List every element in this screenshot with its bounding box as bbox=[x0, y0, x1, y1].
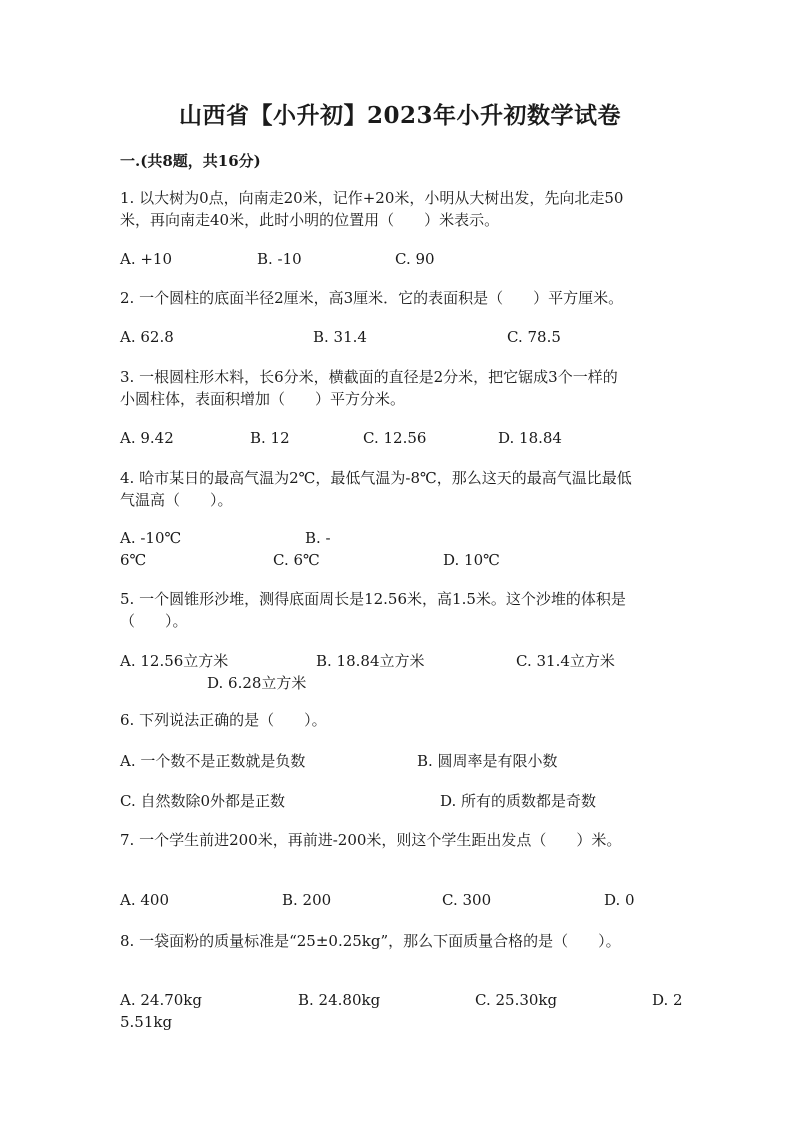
option-c: C. 自然数除0外都是正数 bbox=[120, 792, 286, 810]
question-4 bbox=[120, 467, 690, 511]
option-c: C. 25.30kg bbox=[475, 991, 558, 1009]
question-1 bbox=[120, 187, 690, 231]
question-text-line: 5. 一个圆锥形沙堆，测得底面周长是12.56米，高1.5米。这个沙堆的体积是 bbox=[120, 590, 626, 608]
option-b: B. - bbox=[305, 529, 331, 547]
question-text-line: 气温高（ ）。 bbox=[120, 491, 233, 509]
question-2 bbox=[120, 287, 690, 309]
option-a: A. 9.42 bbox=[120, 429, 174, 447]
question-text-line: 2. 一个圆柱的底面半径2厘米，高3厘米．它的表面积是（ ）平方厘米。 bbox=[120, 289, 624, 307]
option-a: A. 一个数不是正数就是负数 bbox=[120, 752, 306, 770]
option-a: A. 400 bbox=[120, 891, 169, 909]
option-c: C. 78.5 bbox=[507, 328, 561, 346]
option-b-wrap: 6℃ bbox=[120, 551, 147, 569]
option-c: C. 12.56 bbox=[363, 429, 427, 447]
question-5 bbox=[120, 588, 690, 632]
section-heading: 一.(共8题，共16分) bbox=[120, 152, 261, 170]
question-text-line: 6. 下列说法正确的是（ ）。 bbox=[120, 711, 327, 729]
option-b: B. 18.84立方米 bbox=[316, 652, 425, 670]
question-text-line: 米，再向南走40米，此时小明的位置用（ ）米表示。 bbox=[120, 211, 500, 229]
question-7 bbox=[120, 829, 690, 851]
option-d-wrap: 5.51kg bbox=[120, 1013, 173, 1031]
option-d: D. 18.84 bbox=[498, 429, 562, 447]
question-3 bbox=[120, 366, 690, 410]
option-c: C. 6℃ bbox=[273, 551, 320, 569]
option-b: B. 24.80kg bbox=[298, 991, 381, 1009]
option-a: A. 24.70kg bbox=[120, 991, 203, 1009]
option-a: A. 12.56立方米 bbox=[120, 652, 229, 670]
option-d: D. 所有的质数都是奇数 bbox=[440, 792, 597, 810]
option-d: D. 10℃ bbox=[443, 551, 500, 569]
question-text-line: （ ）。 bbox=[120, 612, 188, 630]
option-b: B. 12 bbox=[250, 429, 290, 447]
option-b: B. 200 bbox=[282, 891, 332, 909]
page-title: 山西省【小升初】2023年小升初数学试卷 bbox=[178, 102, 621, 129]
question-text-line: 4. 哈市某日的最高气温为2℃，最低气温为-8℃，那么这天的最高气温比最低 bbox=[120, 469, 632, 487]
question-text-line: 7. 一个学生前进200米，再前进-200米，则这个学生距出发点（ ）米。 bbox=[120, 831, 622, 849]
option-c: C. 31.4立方米 bbox=[516, 652, 615, 670]
option-d: D. 6.28立方米 bbox=[207, 674, 307, 692]
question-text-line: 3. 一根圆柱形木料，长6分米，横截面的直径是2分米，把它锯成3个一样的 bbox=[120, 368, 618, 386]
option-a: A. -10℃ bbox=[120, 529, 182, 547]
option-b: B. 31.4 bbox=[313, 328, 367, 346]
question-text-line: 小圆柱体，表面积增加（ ）平方分米。 bbox=[120, 390, 406, 408]
option-c: C. 90 bbox=[395, 250, 435, 268]
option-d: D. 2 bbox=[652, 991, 683, 1009]
option-a: A. 62.8 bbox=[120, 328, 174, 346]
option-d: D. 0 bbox=[604, 891, 635, 909]
option-b: B. 圆周率是有限小数 bbox=[417, 752, 558, 770]
question-6 bbox=[120, 709, 690, 731]
option-a: A. +10 bbox=[120, 250, 173, 268]
option-c: C. 300 bbox=[442, 891, 492, 909]
question-8 bbox=[120, 930, 690, 952]
option-b: B. -10 bbox=[257, 250, 302, 268]
question-text-line: 8. 一袋面粉的质量标准是“25±0.25kg”，那么下面质量合格的是（ ）。 bbox=[120, 932, 621, 950]
question-text-line: 1. 以大树为0点，向南走20米，记作+20米，小明从大树出发，先向北走50 bbox=[120, 189, 624, 207]
